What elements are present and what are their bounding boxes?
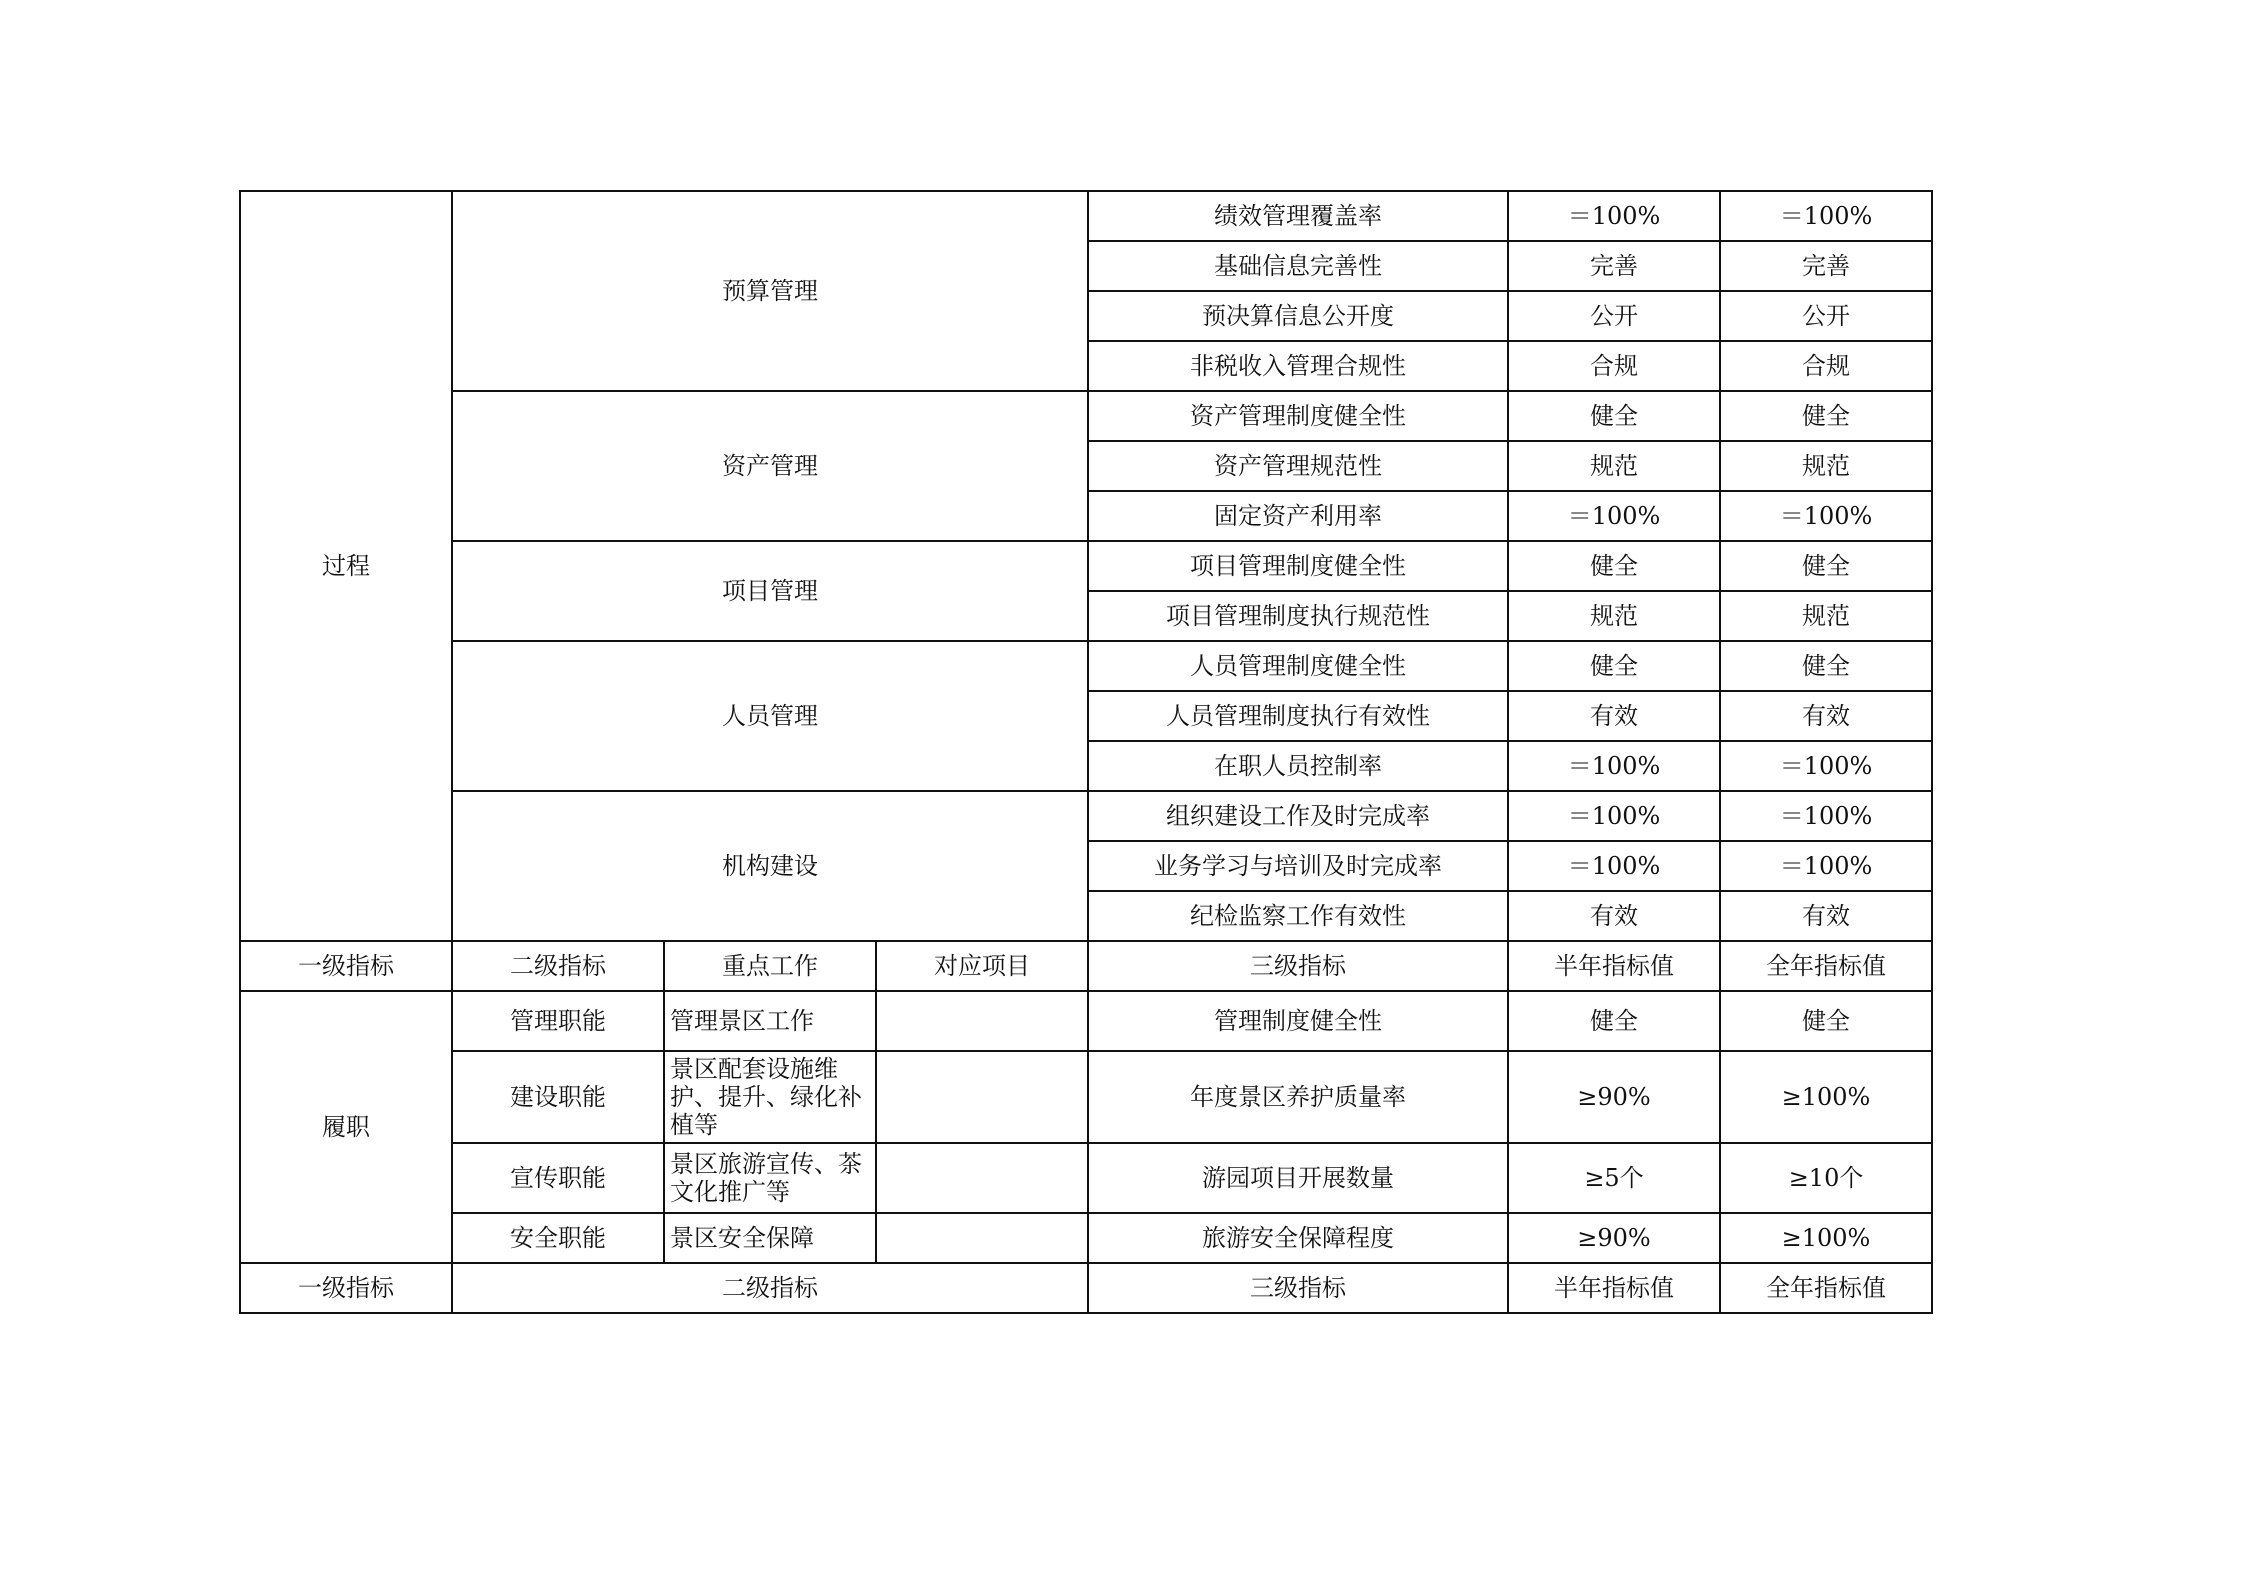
full-value-cell: ＝100% bbox=[1720, 191, 1932, 241]
level3-cell: 纪检监察工作有效性 bbox=[1088, 891, 1508, 941]
project-cell bbox=[876, 1051, 1088, 1143]
header-level2: 二级指标 bbox=[452, 1263, 1088, 1313]
table-row bbox=[240, 991, 1932, 1051]
key-work-cell: 景区安全保障 bbox=[664, 1213, 876, 1263]
header-row bbox=[240, 941, 1932, 991]
level3-cell: 人员管理制度执行有效性 bbox=[1088, 691, 1508, 741]
header-row bbox=[240, 1263, 1932, 1313]
full-value-cell: ＝100% bbox=[1720, 841, 1932, 891]
table-row bbox=[240, 191, 1932, 241]
header-full-value: 全年指标值 bbox=[1720, 1263, 1932, 1313]
indicator-table bbox=[239, 190, 1933, 1314]
level3-cell: 年度景区养护质量率 bbox=[1088, 1051, 1508, 1143]
half-value-cell: 有效 bbox=[1508, 891, 1720, 941]
full-value-cell: 健全 bbox=[1720, 641, 1932, 691]
full-value-cell: 规范 bbox=[1720, 441, 1932, 491]
table-row bbox=[240, 1143, 1932, 1213]
level3-cell: 项目管理制度健全性 bbox=[1088, 541, 1508, 591]
level3-cell: 非税收入管理合规性 bbox=[1088, 341, 1508, 391]
level3-cell: 资产管理制度健全性 bbox=[1088, 391, 1508, 441]
level2-cell: 宣传职能 bbox=[452, 1143, 664, 1213]
level3-cell: 组织建设工作及时完成率 bbox=[1088, 791, 1508, 841]
table-row bbox=[240, 1051, 1932, 1143]
full-value-cell: 规范 bbox=[1720, 591, 1932, 641]
full-value-cell: ≥10个 bbox=[1720, 1143, 1932, 1213]
project-cell bbox=[876, 991, 1088, 1051]
full-value-cell: ≥100% bbox=[1720, 1213, 1932, 1263]
header-level3: 三级指标 bbox=[1088, 1263, 1508, 1313]
half-value-cell: 完善 bbox=[1508, 241, 1720, 291]
level2-cell: 机构建设 bbox=[452, 791, 1088, 941]
level3-cell: 预决算信息公开度 bbox=[1088, 291, 1508, 341]
half-value-cell: ≥90% bbox=[1508, 1213, 1720, 1263]
half-value-cell: ＝100% bbox=[1508, 191, 1720, 241]
full-value-cell: 合规 bbox=[1720, 341, 1932, 391]
table-row bbox=[240, 791, 1932, 841]
header-full-value: 全年指标值 bbox=[1720, 941, 1932, 991]
level1-cell: 过程 bbox=[240, 191, 452, 941]
table-row bbox=[240, 641, 1932, 691]
project-cell bbox=[876, 1143, 1088, 1213]
header-half-value: 半年指标值 bbox=[1508, 1263, 1720, 1313]
header-project: 对应项目 bbox=[876, 941, 1088, 991]
full-value-cell: ＝100% bbox=[1720, 741, 1932, 791]
level3-cell: 资产管理规范性 bbox=[1088, 441, 1508, 491]
header-level1: 一级指标 bbox=[240, 941, 452, 991]
half-value-cell: ≥90% bbox=[1508, 1051, 1720, 1143]
half-value-cell: ＝100% bbox=[1508, 741, 1720, 791]
level3-cell: 业务学习与培训及时完成率 bbox=[1088, 841, 1508, 891]
half-value-cell: 健全 bbox=[1508, 991, 1720, 1051]
half-value-cell: 健全 bbox=[1508, 641, 1720, 691]
full-value-cell: 健全 bbox=[1720, 991, 1932, 1051]
table-row bbox=[240, 541, 1932, 591]
project-cell bbox=[876, 1213, 1088, 1263]
full-value-cell: ＝100% bbox=[1720, 491, 1932, 541]
level3-cell: 项目管理制度执行规范性 bbox=[1088, 591, 1508, 641]
full-value-cell: ≥100% bbox=[1720, 1051, 1932, 1143]
half-value-cell: ≥5个 bbox=[1508, 1143, 1720, 1213]
level2-cell: 项目管理 bbox=[452, 541, 1088, 641]
level2-cell: 管理职能 bbox=[452, 991, 664, 1051]
level3-cell: 游园项目开展数量 bbox=[1088, 1143, 1508, 1213]
half-value-cell: 有效 bbox=[1508, 691, 1720, 741]
level3-cell: 旅游安全保障程度 bbox=[1088, 1213, 1508, 1263]
half-value-cell: ＝100% bbox=[1508, 791, 1720, 841]
level3-cell: 在职人员控制率 bbox=[1088, 741, 1508, 791]
half-value-cell: 规范 bbox=[1508, 591, 1720, 641]
key-work-cell: 景区配套设施维护、提升、绿化补植等 bbox=[664, 1051, 876, 1143]
level2-cell: 人员管理 bbox=[452, 641, 1088, 791]
key-work-cell: 景区旅游宣传、茶文化推广等 bbox=[664, 1143, 876, 1213]
full-value-cell: 健全 bbox=[1720, 541, 1932, 591]
level2-cell: 安全职能 bbox=[452, 1213, 664, 1263]
table-row bbox=[240, 1213, 1932, 1263]
key-work-cell: 管理景区工作 bbox=[664, 991, 876, 1051]
full-value-cell: 有效 bbox=[1720, 891, 1932, 941]
full-value-cell: 健全 bbox=[1720, 391, 1932, 441]
header-half-value: 半年指标值 bbox=[1508, 941, 1720, 991]
table-row bbox=[240, 391, 1932, 441]
header-level1: 一级指标 bbox=[240, 1263, 452, 1313]
level3-cell: 绩效管理覆盖率 bbox=[1088, 191, 1508, 241]
header-level2: 二级指标 bbox=[452, 941, 664, 991]
level1-cell: 履职 bbox=[240, 991, 452, 1263]
full-value-cell: 公开 bbox=[1720, 291, 1932, 341]
header-level3: 三级指标 bbox=[1088, 941, 1508, 991]
level3-cell: 基础信息完善性 bbox=[1088, 241, 1508, 291]
level2-cell: 预算管理 bbox=[452, 191, 1088, 391]
half-value-cell: ＝100% bbox=[1508, 841, 1720, 891]
full-value-cell: 完善 bbox=[1720, 241, 1932, 291]
level2-cell: 资产管理 bbox=[452, 391, 1088, 541]
level3-cell: 固定资产利用率 bbox=[1088, 491, 1508, 541]
level3-cell: 管理制度健全性 bbox=[1088, 991, 1508, 1051]
half-value-cell: 健全 bbox=[1508, 391, 1720, 441]
full-value-cell: ＝100% bbox=[1720, 791, 1932, 841]
half-value-cell: 公开 bbox=[1508, 291, 1720, 341]
level3-cell: 人员管理制度健全性 bbox=[1088, 641, 1508, 691]
level2-cell: 建设职能 bbox=[452, 1051, 664, 1143]
full-value-cell: 有效 bbox=[1720, 691, 1932, 741]
half-value-cell: ＝100% bbox=[1508, 491, 1720, 541]
header-key-work: 重点工作 bbox=[664, 941, 876, 991]
half-value-cell: 规范 bbox=[1508, 441, 1720, 491]
half-value-cell: 健全 bbox=[1508, 541, 1720, 591]
half-value-cell: 合规 bbox=[1508, 341, 1720, 391]
